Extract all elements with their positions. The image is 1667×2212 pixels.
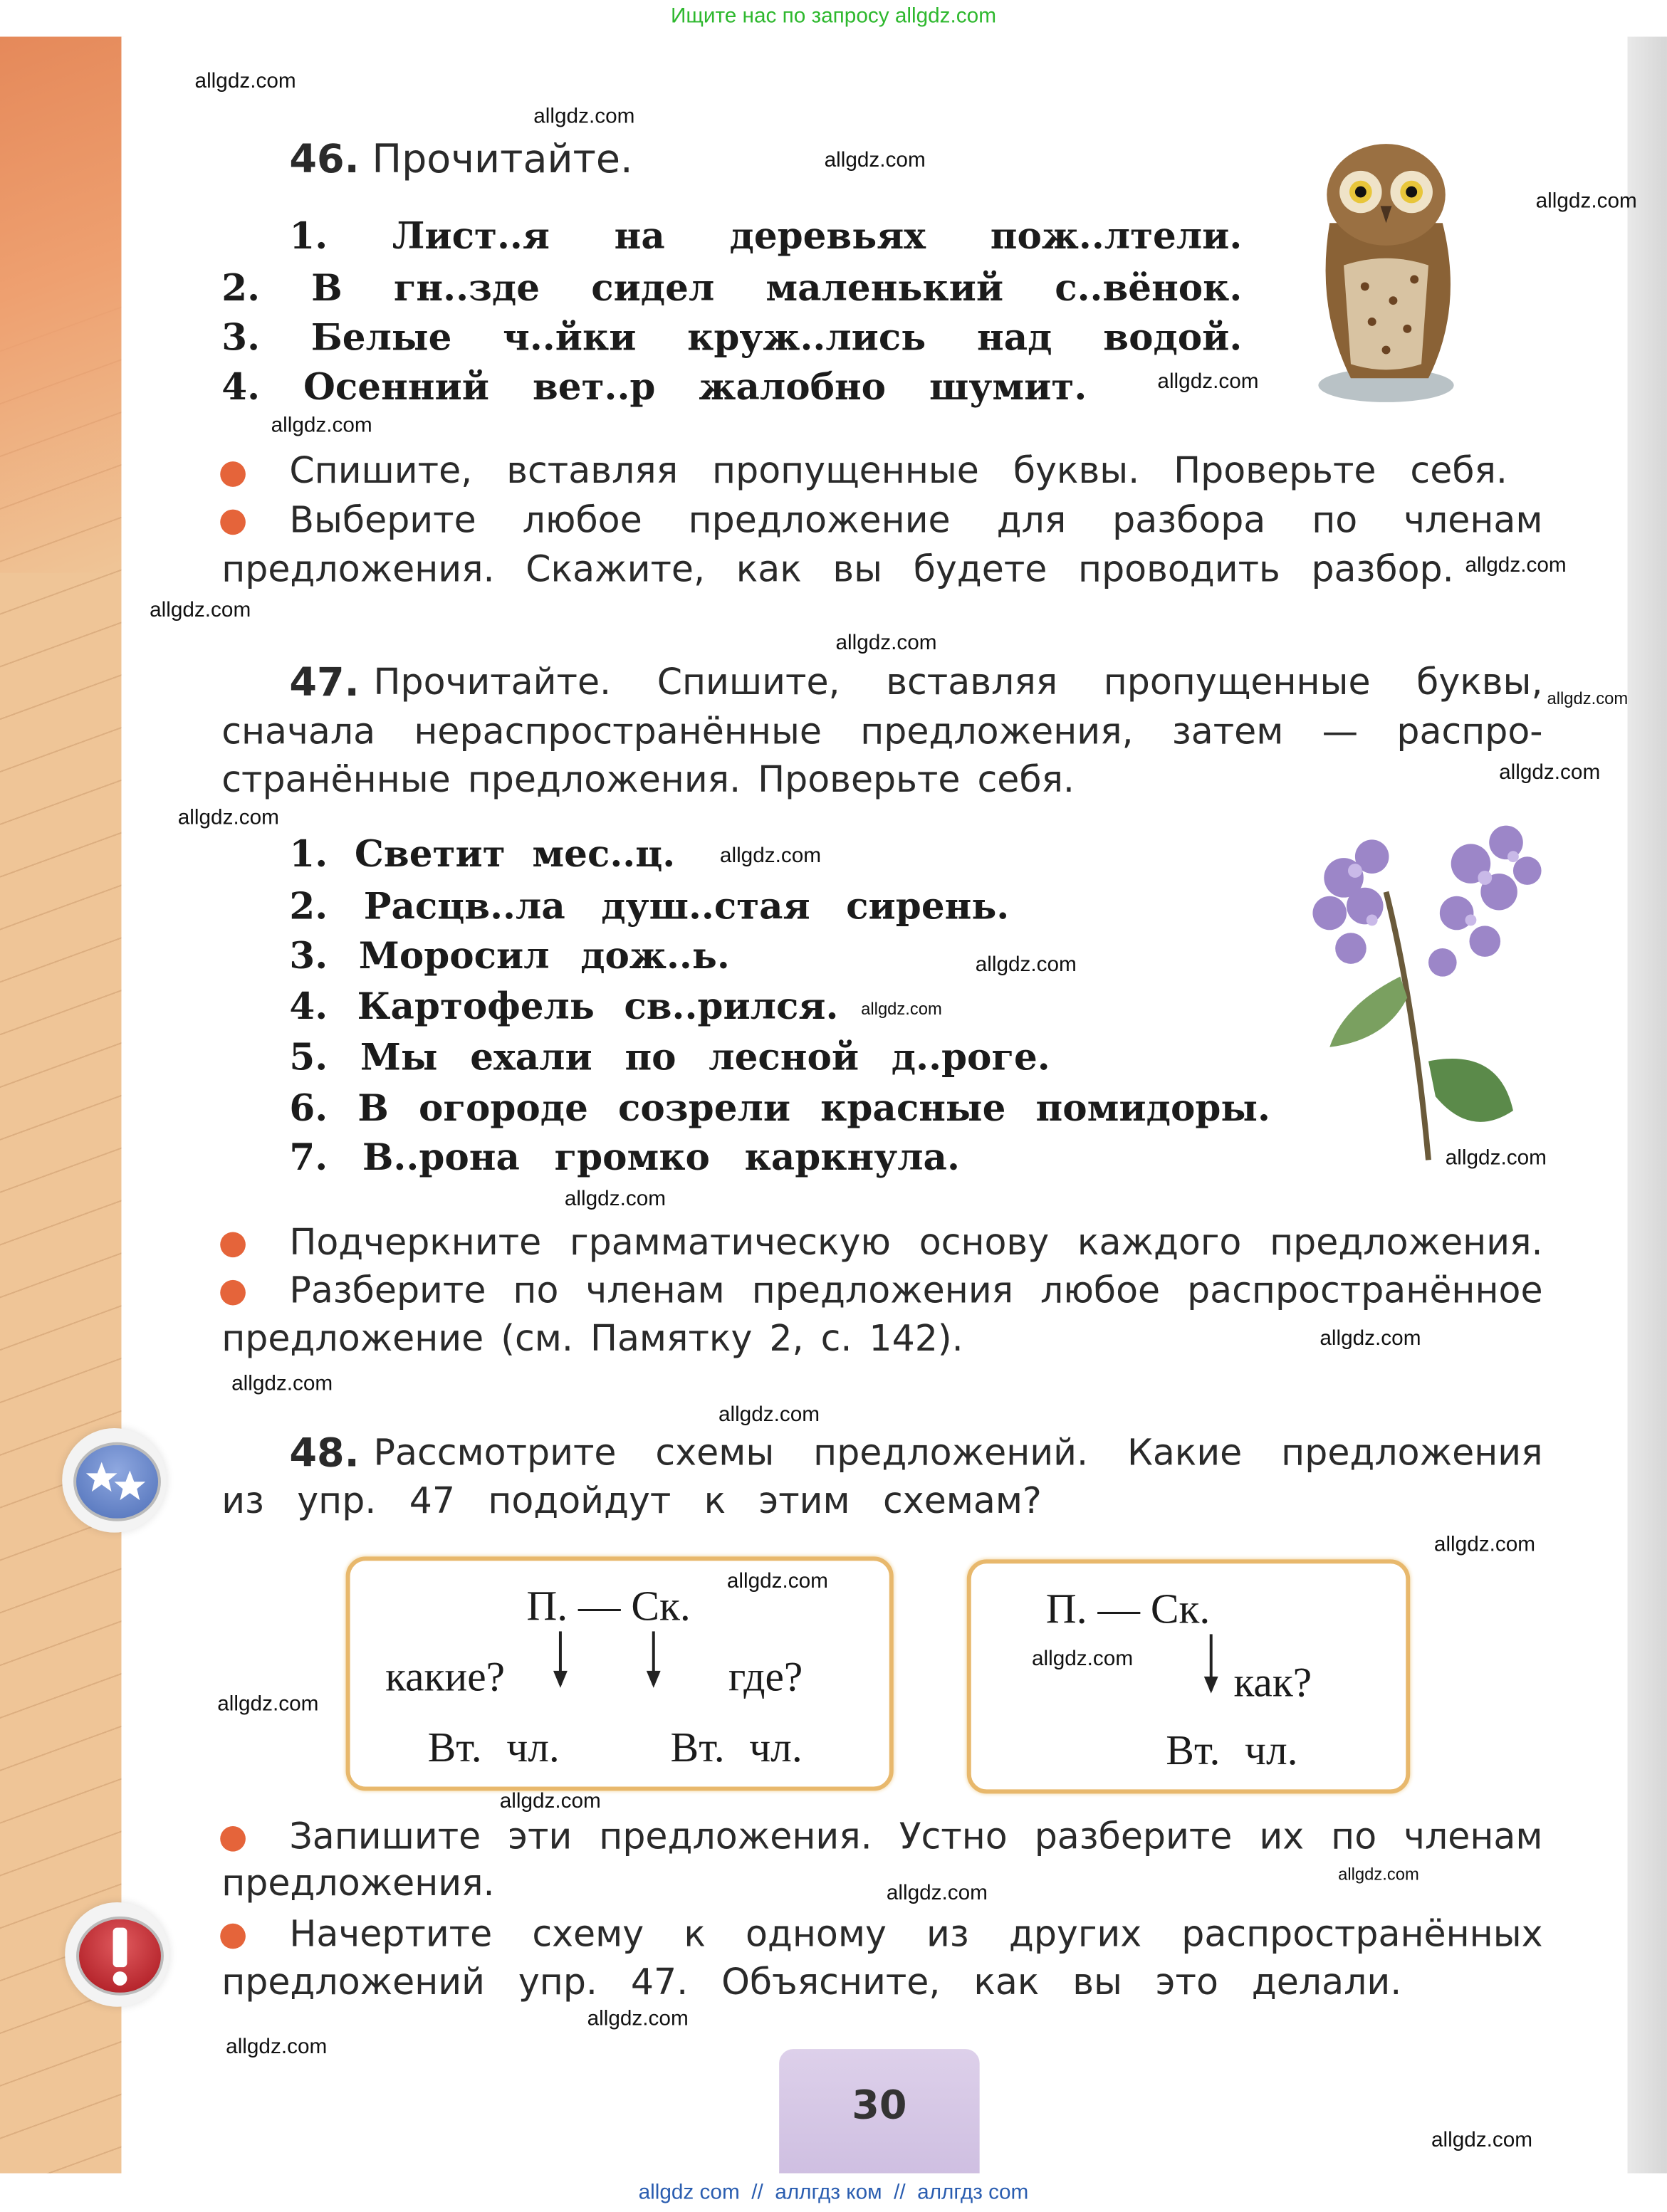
ex48-task-1-cont: предложения. (221, 1862, 495, 1905)
ex48-line-2: из упр. 47 подойдут к этим схемам? (221, 1480, 1042, 1523)
watermark: allgdz.com (1445, 1146, 1547, 1170)
ex47-sentence-6: 6. В огороде созрели красные помидоры. (289, 1088, 1270, 1131)
ex47-line-2: сначала нераспространённые предложения, затем — распро- (221, 711, 1543, 754)
two-stars-badge (62, 1428, 167, 1533)
watermark: allgdz.com (226, 2035, 328, 2060)
watermark: allgdz.com (564, 1187, 667, 1211)
ex48-task-1: Запишите эти предложения. Устно разберите их по членам (289, 1816, 1543, 1859)
watermark: allgdz.com (587, 2006, 689, 2031)
ex47-sentence-1: 1. Светит мес..ц. (289, 834, 676, 876)
watermark: allgdz.com (719, 844, 822, 869)
ex48-line-1: Рассмотрите схемы предложений. Какие предложения (373, 1432, 1543, 1475)
watermark: allgdz.com (1433, 1532, 1536, 1557)
ex47-task-2-cont: предложение (см. Памятку 2, с. 142). (221, 1318, 963, 1361)
bullet-icon (220, 510, 246, 535)
page-edge (1627, 37, 1667, 2182)
bullet-icon (220, 1232, 246, 1257)
sentence-scheme-2 (967, 1559, 1410, 1793)
watermark: allgdz.com (726, 1569, 828, 1593)
ex47-header (289, 659, 1543, 706)
watermark: allgdz.com (217, 1692, 319, 1716)
ex47-line-3: странённые предложения. Проверьте себя. (221, 759, 1075, 802)
exclamation-icon (76, 1917, 164, 1996)
watermark: allgdz.com (861, 999, 942, 1019)
ex46-sentence-1: 1. Лист..я на деревьях пож..лтели. (289, 216, 1243, 258)
bottom-banner[interactable]: allgdz com // аллгдз ком // аллгдз com (638, 2180, 1029, 2205)
scheme-question: как? (1233, 1660, 1312, 1707)
bullet-icon (220, 1280, 246, 1306)
scheme-secondary-member: Вт. чл. (427, 1724, 560, 1771)
lilac-illustration (1287, 807, 1563, 1177)
ex46-task-1: Спишите, вставляя пропущенные буквы. Проверьте себя. (289, 450, 1507, 493)
warning-badge (65, 1902, 169, 2007)
watermark: allgdz.com (886, 1881, 988, 1905)
ex48-task-2-cont: предложений упр. 47. Объясните, как вы это делали. (221, 1961, 1402, 2004)
ex46-sentence-4: 4. Осенний вет..р жалобно шумит. (221, 367, 1087, 409)
scheme-secondary-member: Вт. чл. (670, 1724, 803, 1771)
ex47-sentence-4: 4. Картофель св..рился. (289, 986, 839, 1029)
ex46-sentence-3: 3. Белые ч..йки круж..лись над водой. (221, 317, 1243, 360)
bullet-icon (220, 1826, 246, 1852)
watermark: allgdz.com (975, 952, 1077, 977)
corner-decoration (0, 37, 124, 573)
bullet-icon (220, 461, 246, 487)
arrow-down-icon (559, 1631, 562, 1684)
ex47-sentence-7: 7. В..рона громко каркнула. (289, 1137, 960, 1180)
ex47-sentence-5: 5. Мы ехали по лесной д..роге. (289, 1037, 1050, 1080)
watermark: allgdz.com (1338, 1864, 1419, 1885)
ex47-line-1: Прочитайте. Спишите, вставляя пропущенные буквы, (373, 661, 1543, 705)
arrow-down-icon (1210, 1634, 1213, 1690)
watermark: allgdz.com (194, 69, 296, 93)
bullet-icon (220, 1924, 246, 1949)
ex46-header (289, 135, 633, 182)
scheme-subject-predicate: П. — Ск. (526, 1583, 691, 1630)
scheme-secondary-member: Вт. чл. (1166, 1727, 1298, 1774)
ex48-header (289, 1429, 1543, 1477)
ex46-task-2: Выберите любое предложение для разбора по членам (289, 499, 1543, 542)
watermark: allgdz.com (1465, 553, 1567, 577)
watermark: allgdz.com (177, 805, 279, 830)
exercise-title: Прочитайте. (372, 135, 633, 182)
ex47-task-2: Разберите по членам предложения любое распространённое (289, 1269, 1543, 1313)
watermark: allgdz.com (499, 1789, 601, 1814)
watermark: allgdz.com (150, 598, 251, 623)
watermark: allgdz.com (718, 1403, 820, 1427)
ex46-task-2-cont: предложения. Скажите, как вы будете проводить разбор. (221, 549, 1454, 592)
watermark: allgdz.com (1499, 760, 1601, 785)
exercise-number: 48. (289, 1429, 360, 1477)
ex48-task-2: Начертите схему к одному из других распространённых (289, 1913, 1543, 1956)
watermark: allgdz.com (1320, 1326, 1421, 1351)
page-number: 30 (852, 2081, 907, 2129)
owl-illustration (1287, 138, 1485, 407)
watermark: allgdz.com (1547, 688, 1629, 709)
scheme-subject-predicate: П. — Ск. (1045, 1585, 1211, 1633)
exercise-number: 46. (289, 135, 360, 182)
ex47-sentence-3: 3. Моросил дож..ь. (289, 935, 730, 978)
watermark: allgdz.com (1535, 189, 1637, 214)
watermark: allgdz.com (231, 1371, 333, 1396)
ex46-sentence-2: 2. В гн..зде сидел маленький с..вёнок. (221, 268, 1243, 311)
ex47-task-1: Подчеркните грамматическую основу каждого предложения. (289, 1222, 1543, 1265)
scheme-question: какие? (385, 1654, 506, 1701)
top-banner[interactable]: Ищите нас по запросу allgdz.com (671, 4, 996, 28)
watermark: allgdz.com (824, 148, 926, 172)
watermark: allgdz.com (533, 104, 635, 129)
exercise-number: 47. (289, 659, 360, 706)
arrow-down-icon (652, 1631, 655, 1684)
watermark: allgdz.com (1031, 1647, 1134, 1671)
two-stars-icon (73, 1442, 161, 1521)
watermark: allgdz.com (1157, 369, 1259, 394)
watermark: allgdz.com (271, 413, 372, 438)
watermark: allgdz.com (1431, 2128, 1533, 2152)
watermark: allgdz.com (835, 631, 937, 655)
scheme-question: где? (728, 1654, 803, 1701)
ex47-sentence-2: 2. Расцв..ла душ..стая сирень. (289, 886, 1010, 929)
